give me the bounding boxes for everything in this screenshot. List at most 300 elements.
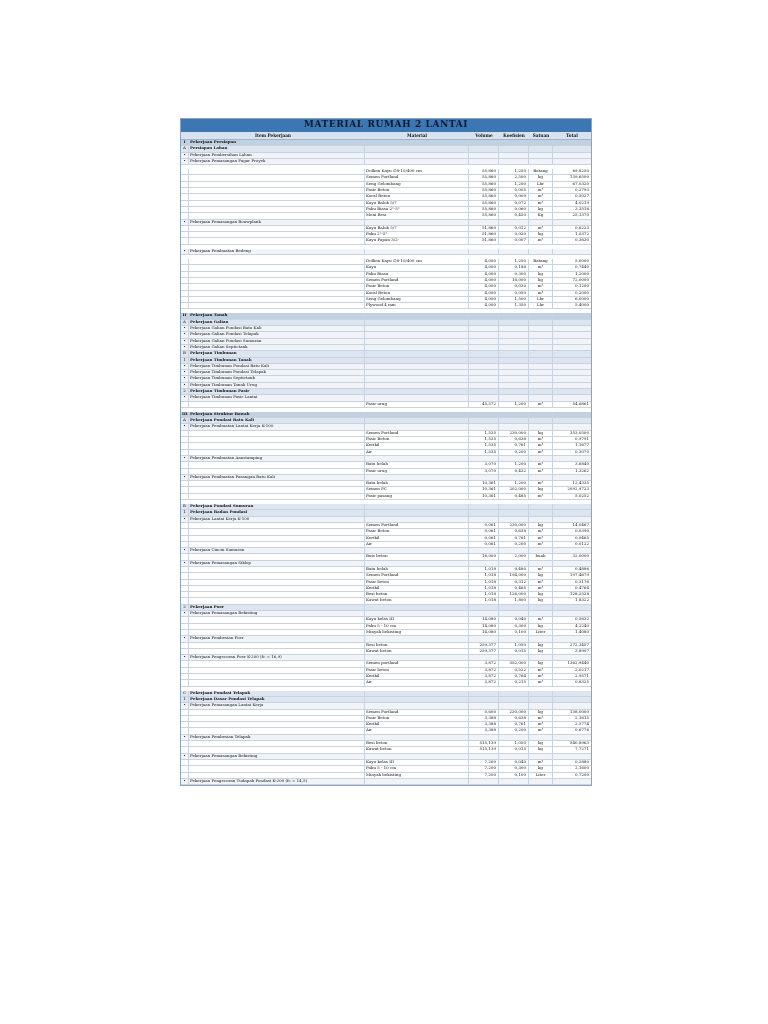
koefisien-value: 1,250 xyxy=(499,259,529,264)
volume-value: 1,018 xyxy=(469,598,499,603)
material-name: Semen Portland xyxy=(365,710,469,715)
item-name xyxy=(189,201,365,206)
row-number xyxy=(181,567,189,572)
volume-value: 3,872 xyxy=(469,661,499,666)
material-name: Kawat beton xyxy=(365,747,469,752)
total-value xyxy=(553,332,591,337)
item-name xyxy=(189,598,365,603)
volume-value xyxy=(469,140,499,145)
material-name xyxy=(365,605,469,610)
satuan-value: kg xyxy=(529,207,553,212)
koefisien-value: 0,040 xyxy=(499,617,529,622)
material-name xyxy=(365,159,469,164)
satuan-value xyxy=(529,153,553,158)
row-number xyxy=(181,226,189,231)
satuan-value xyxy=(529,655,553,660)
koefisien-value: 0,300 xyxy=(499,272,529,277)
row-number xyxy=(181,194,189,199)
total-value: 4,2240 xyxy=(575,623,589,628)
row-number xyxy=(181,272,189,277)
material-name: Pasir Beton xyxy=(365,529,469,534)
satuan-value: kg xyxy=(529,741,553,746)
total-value: 0,7440 xyxy=(575,265,589,270)
koefisien-value: 0,100 xyxy=(499,630,529,635)
volume-value: 1,018 xyxy=(469,592,499,597)
material-name: Kayu xyxy=(365,265,469,270)
koefisien-value: 1,200 xyxy=(499,182,529,187)
volume-value xyxy=(469,220,499,225)
koefisien-value: 1,200 xyxy=(499,462,529,467)
row-number: • xyxy=(181,475,189,480)
koefisien-value xyxy=(499,517,529,522)
item-name xyxy=(189,674,365,679)
satuan-value xyxy=(529,339,553,344)
row-number xyxy=(181,284,189,289)
item-name xyxy=(189,586,365,591)
volume-value: 1,535 xyxy=(469,450,499,455)
koefisien-value xyxy=(499,140,529,145)
satuan-value: Batang xyxy=(529,259,553,264)
total-value xyxy=(553,326,591,331)
volume-value xyxy=(469,517,499,522)
total-value xyxy=(553,339,591,344)
total-value xyxy=(553,697,591,702)
total-value: 1,0372 xyxy=(575,232,589,237)
sheet-title: MATERIAL RUMAH 2 LANTAI xyxy=(181,119,591,132)
satuan-value xyxy=(529,389,553,394)
koefisien-value xyxy=(499,412,529,417)
row-number xyxy=(181,462,189,467)
row-number xyxy=(181,728,189,733)
row-number xyxy=(181,402,189,407)
total-value: 54,6861 xyxy=(572,401,589,406)
satuan-value: kg xyxy=(529,573,553,578)
total-value xyxy=(553,779,591,784)
row-number xyxy=(181,259,189,264)
satuan-value xyxy=(529,140,553,145)
material-name: Semen Portland xyxy=(365,573,469,578)
total-value xyxy=(553,249,591,254)
item-name: Pekerjaan Pembuatan Pasangan Batu Kali xyxy=(189,475,365,480)
row-number: • xyxy=(181,424,189,429)
koefisien-value xyxy=(499,703,529,708)
total-value xyxy=(553,146,591,151)
satuan-value: kg xyxy=(529,649,553,654)
item-name: Pekerjaan Timbunan Pondasi Batu Kali xyxy=(189,364,365,369)
satuan-value: kg xyxy=(529,431,553,436)
material-name: Kawat beton xyxy=(365,649,469,654)
koefisien-value xyxy=(499,548,529,553)
row-number: • xyxy=(181,159,189,164)
total-value xyxy=(553,655,591,660)
volume-value xyxy=(469,655,499,660)
row-number: • xyxy=(181,383,189,388)
item-name: Pekerjaan Galian Pondasi Telapak xyxy=(189,332,365,337)
material-sheet xyxy=(180,118,592,786)
koefisien-value: 126,000 xyxy=(499,592,529,597)
volume-value: 4,000 xyxy=(469,272,499,277)
row-number xyxy=(181,674,189,679)
volume-value: 14,080 xyxy=(469,617,499,622)
volume-value: 3,872 xyxy=(469,680,499,685)
koefisien-value xyxy=(499,561,529,566)
material-name xyxy=(365,332,469,337)
volume-value: 1,535 xyxy=(469,443,499,448)
total-value xyxy=(553,475,591,480)
satuan-value xyxy=(529,320,553,325)
row-number: • xyxy=(181,332,189,337)
row-number: III xyxy=(182,411,188,416)
row-number xyxy=(181,188,189,193)
total-value xyxy=(553,548,591,553)
header-koefisien: Koefisien xyxy=(503,133,525,138)
koefisien-value xyxy=(499,605,529,610)
volume-value: 3,872 xyxy=(469,674,499,679)
material-name: Batu belah xyxy=(365,567,469,572)
total-value: 0,2793 xyxy=(575,188,589,193)
koefisien-value: 0,200 xyxy=(499,728,529,733)
koefisien-value: 1,200 xyxy=(499,481,529,486)
volume-value: 45,572 xyxy=(469,402,499,407)
row-number xyxy=(181,213,189,218)
total-value: 0,7200 xyxy=(575,772,589,777)
koefisien-value: 1,350 xyxy=(499,303,529,308)
material-name: Pasir urug xyxy=(365,402,469,407)
row-number: A xyxy=(181,146,189,151)
row-number xyxy=(181,630,189,635)
volume-value xyxy=(469,146,499,151)
item-name xyxy=(189,462,365,467)
volume-value: 51,860 xyxy=(469,232,499,237)
total-value: 12,4335 xyxy=(572,481,589,486)
koefisien-value xyxy=(499,220,529,225)
volume-value: 0,600 xyxy=(469,710,499,715)
material-name: Kerikil xyxy=(365,674,469,679)
koefisien-value: 0,012 xyxy=(499,226,529,231)
koefisien-value: 0,015 xyxy=(499,649,529,654)
item-name: Pekerjaan Galian Septictank xyxy=(189,345,365,350)
volume-value: 10,361 xyxy=(469,481,499,486)
koefisien-value xyxy=(499,697,529,702)
satuan-value: kg xyxy=(529,278,553,283)
item-name xyxy=(189,278,365,283)
item-name xyxy=(189,716,365,721)
satuan-value: m³ xyxy=(529,238,553,243)
material-name: Paku 2"-5" xyxy=(365,232,469,237)
row-number xyxy=(181,586,189,591)
volume-value: 0,061 xyxy=(469,536,499,541)
koefisien-value xyxy=(499,475,529,480)
total-value: 1,1677 xyxy=(575,443,589,448)
header-material: Material xyxy=(406,133,428,138)
koefisien-value: 0,060 xyxy=(499,207,529,212)
material-name xyxy=(365,339,469,344)
total-value xyxy=(553,561,591,566)
item-name: Pekerjaan Cincin Sumuran xyxy=(189,548,365,553)
row-number xyxy=(181,741,189,746)
koefisien-value: 0,432 xyxy=(499,469,529,474)
material-name: Kerikil xyxy=(365,586,469,591)
total-value: 0,9791 xyxy=(575,437,589,442)
row-number xyxy=(181,598,189,603)
koefisien-value xyxy=(499,159,529,164)
volume-value: 3,070 xyxy=(469,469,499,474)
row-number xyxy=(181,278,189,283)
row-number: C xyxy=(181,691,189,696)
item-name xyxy=(189,668,365,673)
item-name: Pekerjaan Timbunan Pondasi Telapak xyxy=(189,370,365,375)
satuan-value: kg xyxy=(529,523,553,528)
total-value: 353,0500 xyxy=(569,430,589,435)
volume-value xyxy=(469,364,499,369)
volume-value: 515,139 xyxy=(469,747,499,752)
koefisien-value: 0,300 xyxy=(499,766,529,771)
material-name xyxy=(365,313,469,318)
row-number xyxy=(181,773,189,778)
satuan-value: m³ xyxy=(529,716,553,721)
volume-value: 16,000 xyxy=(469,554,499,559)
row-number xyxy=(181,542,189,547)
koefisien-value: 0,638 xyxy=(499,437,529,442)
volume-value xyxy=(469,735,499,740)
item-name: Pekerjaan Timbunan Pasir xyxy=(189,389,365,394)
volume-value: 0,061 xyxy=(469,542,499,547)
volume-value xyxy=(469,691,499,696)
total-value: 272,3457 xyxy=(569,642,589,647)
volume-value: 55,860 xyxy=(469,182,499,187)
koefisien-value: 0,764 xyxy=(499,674,529,679)
total-value xyxy=(553,395,591,400)
total-value xyxy=(553,345,591,350)
volume-value: 0,061 xyxy=(469,523,499,528)
volume-value xyxy=(469,313,499,318)
material-name xyxy=(365,779,469,784)
total-value: 2,0217 xyxy=(575,667,589,672)
item-name xyxy=(189,649,365,654)
total-value xyxy=(553,140,591,145)
satuan-value: kg xyxy=(529,661,553,666)
satuan-value xyxy=(529,611,553,616)
material-name xyxy=(365,691,469,696)
material-name: Minyak bekisting xyxy=(365,630,469,635)
item-name xyxy=(189,722,365,727)
satuan-value: m³ xyxy=(529,680,553,685)
volume-value: 3,388 xyxy=(469,728,499,733)
total-value: 5,0252 xyxy=(575,493,589,498)
volume-value: 14,080 xyxy=(469,630,499,635)
volume-value: 4,000 xyxy=(469,303,499,308)
volume-value xyxy=(469,412,499,417)
koefisien-value xyxy=(499,424,529,429)
total-value: 2,5774 xyxy=(575,722,589,727)
item-name: Pekerjaan Pembuatan Bedeng xyxy=(189,249,365,254)
satuan-value xyxy=(529,159,553,164)
satuan-value: Kg xyxy=(529,213,553,218)
material-name xyxy=(365,345,469,350)
row-number xyxy=(181,592,189,597)
item-name xyxy=(189,303,365,308)
koefisien-value: 0,465 xyxy=(499,586,529,591)
koefisien-value xyxy=(499,655,529,660)
row-number: • xyxy=(181,703,189,708)
satuan-value: kg xyxy=(529,747,553,752)
material-name: Pasir pasang xyxy=(365,494,469,499)
volume-value: 55,860 xyxy=(469,207,499,212)
volume-value: 259,377 xyxy=(469,643,499,648)
koefisien-value: 2,000 xyxy=(499,554,529,559)
satuan-value: m³ xyxy=(529,201,553,206)
satuan-value: m³ xyxy=(529,402,553,407)
volume-value xyxy=(469,370,499,375)
koefisien-value: 230,000 xyxy=(499,431,529,436)
total-value: 0,4886 xyxy=(575,567,589,571)
satuan-value xyxy=(529,249,553,254)
material-name: Dolken Kayu ∅8-10/400 cm xyxy=(365,259,469,264)
volume-value: 1,018 xyxy=(469,580,499,585)
item-name xyxy=(189,487,365,492)
koefisien-value: 0,007 xyxy=(499,238,529,243)
koefisien-value xyxy=(499,351,529,356)
item-name: Pekerjaan Pemasangan Pagar Proyek xyxy=(189,159,365,164)
koefisien-value: 18,000 xyxy=(499,278,529,283)
satuan-value: m³ xyxy=(529,586,553,591)
item-name xyxy=(189,169,365,174)
material-name: Air xyxy=(365,728,469,733)
volume-value xyxy=(469,320,499,325)
satuan-value: m³ xyxy=(529,542,553,547)
item-name xyxy=(189,766,365,771)
item-name xyxy=(189,710,365,715)
satuan-value: kg xyxy=(529,487,553,492)
satuan-value xyxy=(529,517,553,522)
material-name: Koral Beton xyxy=(365,194,469,199)
row-number: • xyxy=(181,548,189,553)
item-name xyxy=(189,554,365,559)
koefisien-value xyxy=(499,779,529,784)
row-number: • xyxy=(181,561,189,566)
material-name xyxy=(365,456,469,461)
item-name xyxy=(189,207,365,212)
koefisien-value xyxy=(499,754,529,759)
row-number xyxy=(181,760,189,765)
item-name xyxy=(189,188,365,193)
total-value: 4,0219 xyxy=(575,200,589,205)
total-value xyxy=(553,735,591,740)
volume-value: 14,080 xyxy=(469,624,499,629)
koefisien-value: 230,000 xyxy=(499,710,529,715)
material-name xyxy=(365,561,469,566)
total-value xyxy=(553,611,591,616)
material-name: Plywood 4 mm xyxy=(365,303,469,308)
item-name xyxy=(189,238,365,243)
koefisien-value xyxy=(499,456,529,461)
koefisien-value xyxy=(499,345,529,350)
item-name xyxy=(189,624,365,629)
koefisien-value xyxy=(499,358,529,363)
row-number xyxy=(181,523,189,528)
koefisien-value xyxy=(499,146,529,151)
material-name xyxy=(365,351,469,356)
material-name: Batu belah xyxy=(365,481,469,486)
volume-value xyxy=(469,510,499,515)
material-name: Air xyxy=(365,542,469,547)
item-name: Pekerjaan Pengecoran Tudapak Pondasi K-200 (fc = 14,5) xyxy=(189,779,365,784)
total-value: 128,2528 xyxy=(569,592,589,597)
total-value: 2,1600 xyxy=(575,766,589,771)
koefisien-value xyxy=(499,153,529,158)
satuan-value xyxy=(529,510,553,515)
material-name xyxy=(365,249,469,254)
material-name: Besi beton xyxy=(365,741,469,746)
material-name: Besi beton xyxy=(365,643,469,648)
volume-value: 0,061 xyxy=(469,529,499,534)
total-value xyxy=(553,351,591,356)
satuan-value xyxy=(529,326,553,331)
row-number xyxy=(181,680,189,685)
satuan-value: m³ xyxy=(529,284,553,289)
koefisien-value: 2,500 xyxy=(499,175,529,180)
item-name xyxy=(189,469,365,474)
item-name xyxy=(189,182,365,187)
row-number xyxy=(181,169,189,174)
total-value: 0,8325 xyxy=(575,680,589,685)
total-value: 2,9571 xyxy=(575,674,589,679)
row-number: • xyxy=(181,754,189,759)
material-name xyxy=(365,475,469,480)
material-name xyxy=(365,146,469,151)
total-value: 1,2000 xyxy=(575,271,589,276)
material-name: Kerikil xyxy=(365,443,469,448)
header-volume: Volume xyxy=(475,133,493,138)
material-name: Semen Portland xyxy=(365,278,469,283)
satuan-value: m³ xyxy=(529,567,553,572)
total-value: 0,0465 xyxy=(575,535,589,540)
item-name xyxy=(189,542,365,547)
koefisien-value: 0,522 xyxy=(499,668,529,673)
row-number xyxy=(181,265,189,270)
item-name: Pekerjaan Dasar Pondasi Telapak xyxy=(189,697,365,702)
item-name: Pekerjaan Timbunan Pasir Lantai xyxy=(189,395,365,400)
satuan-value xyxy=(529,691,553,696)
total-value xyxy=(553,313,591,318)
satuan-value: kg xyxy=(529,232,553,237)
material-name: Paku 5 - 10 cm xyxy=(365,624,469,629)
item-name xyxy=(189,643,365,648)
total-value: 0,6776 xyxy=(575,728,589,733)
item-name: Pekerjaan Timbunan Septictank xyxy=(189,376,365,381)
koefisien-value xyxy=(499,510,529,515)
material-name: Minyak bekisting xyxy=(365,773,469,778)
material-name: Semen portland xyxy=(365,661,469,666)
table-body xyxy=(181,140,591,785)
material-name: Batu belah xyxy=(365,462,469,467)
satuan-value xyxy=(529,332,553,337)
total-value: 5,4000 xyxy=(575,303,589,308)
koefisien-value: 1,800 xyxy=(499,598,529,603)
volume-value: 55,860 xyxy=(469,188,499,193)
row-number: • xyxy=(181,779,189,784)
total-value xyxy=(553,364,591,369)
material-name xyxy=(365,703,469,708)
item-name: Pekerjaan Pengecoran Poer K-200 (fc = 16,9) xyxy=(189,655,365,660)
volume-value xyxy=(469,249,499,254)
item-name: Pekerjaan Pondasi Sumuran xyxy=(189,504,365,509)
total-value: 2092,9723 xyxy=(567,487,589,492)
koefisien-value: 0,040 xyxy=(499,760,529,765)
koefisien-value xyxy=(499,376,529,381)
material-name: Seng Gelombang xyxy=(365,297,469,302)
row-number xyxy=(181,617,189,622)
